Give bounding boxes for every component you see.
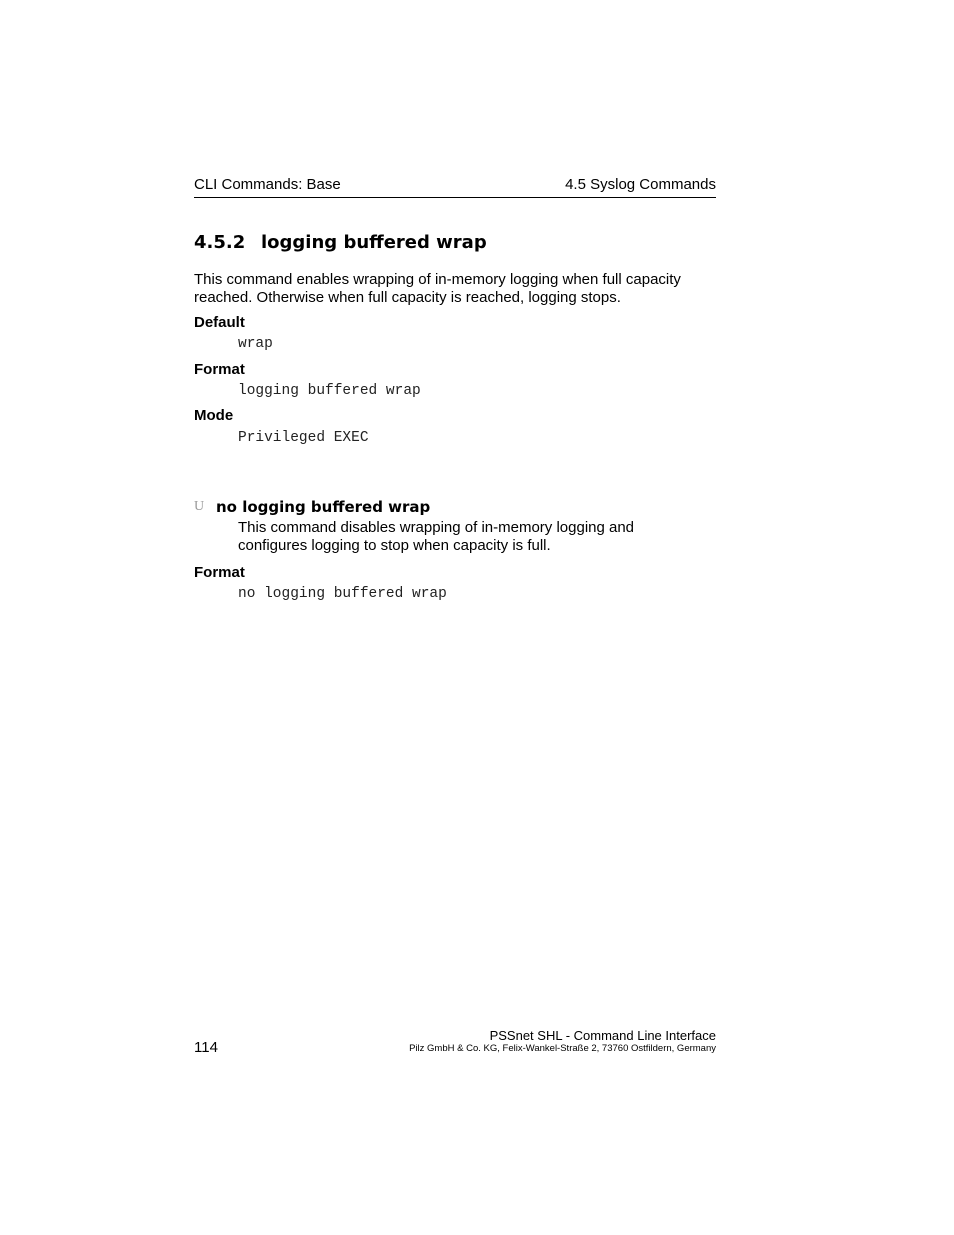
page-number: 114	[194, 1039, 218, 1056]
section-heading: logging buffered wrap	[261, 232, 487, 253]
no-format-label: Format	[194, 564, 245, 581]
header-section: 4.5 Syslog Commands	[565, 176, 716, 193]
footer-doc-title: PSSnet SHL - Command Line Interface	[489, 1028, 716, 1043]
no-command-title: no logging buffered wrap	[216, 498, 431, 516]
footer-address: Pilz GmbH & Co. KG, Felix-Wankel-Straße 2, 73760 Ostfildern, Germany	[409, 1043, 716, 1054]
no-command-description-line-1: This command disables wrapping of in-memory logging and	[238, 519, 635, 536]
section-description-line-1: This command enables wrapping of in-memory logging when full capacity	[194, 271, 681, 288]
format-value: logging buffered wrap	[238, 383, 421, 399]
no-format-value: no logging buffered wrap	[238, 586, 447, 602]
format-label: Format	[194, 361, 245, 378]
default-value: wrap	[238, 336, 273, 352]
mode-label: Mode	[194, 407, 234, 424]
header-rule	[194, 197, 716, 198]
mode-value: Privileged EXEC	[238, 430, 369, 446]
header-chapter: CLI Commands: Base	[194, 176, 341, 193]
bullet-marker: U	[194, 499, 205, 514]
section-description-line-2: reached. Otherwise when full capacity is reached, logging stops.	[194, 289, 621, 306]
default-label: Default	[194, 314, 245, 331]
section-title	[194, 232, 487, 253]
section-number: 4.5.2	[194, 232, 246, 253]
no-command-description-line-2: configures logging to stop when capacity is full.	[238, 537, 551, 554]
